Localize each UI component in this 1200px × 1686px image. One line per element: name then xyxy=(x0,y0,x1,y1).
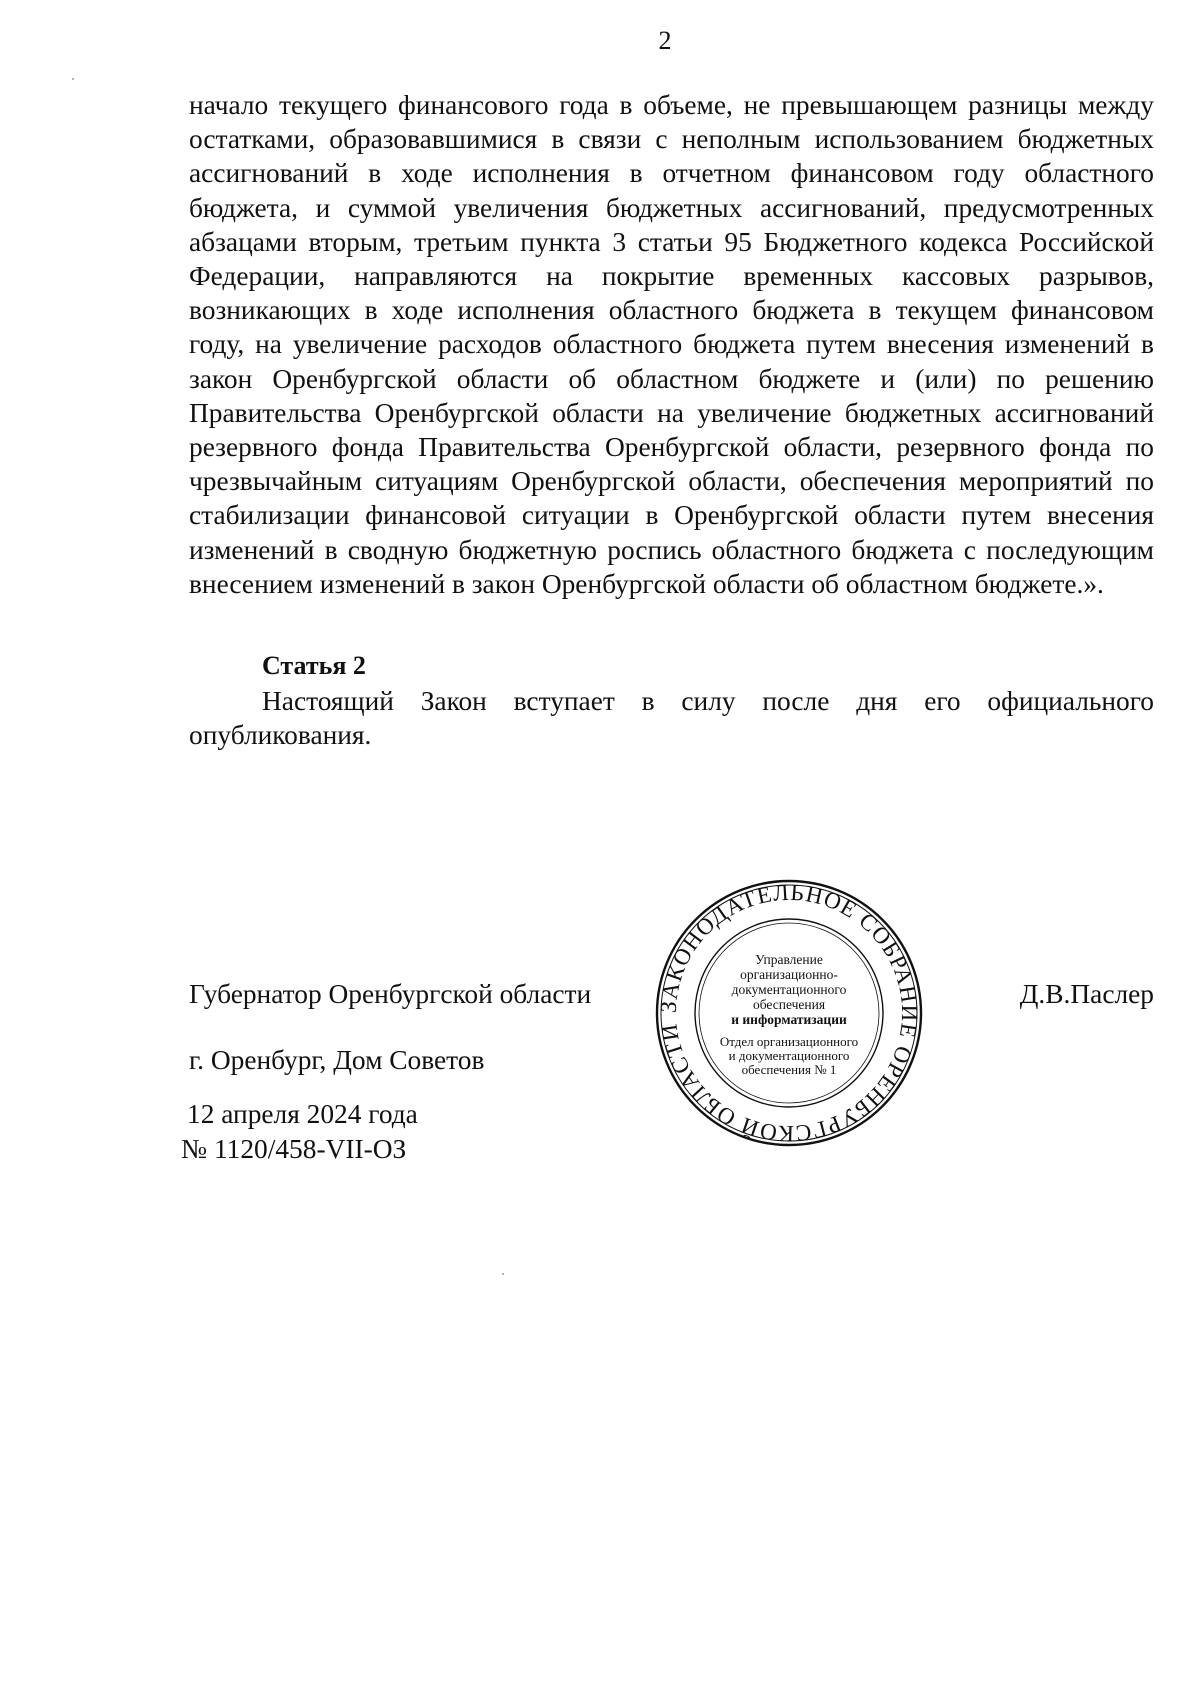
place: г. Оренбург, Дом Советов xyxy=(189,1045,485,1075)
seal-line: Управление xyxy=(755,952,823,967)
signature-name: Д.В.Паслер xyxy=(1019,979,1154,1009)
law-date: 12 апреля 2024 года xyxy=(187,1099,418,1129)
seal-line: обеспечения xyxy=(752,997,826,1012)
law-number: № 1120/458-VII-ОЗ xyxy=(181,1134,407,1164)
law-body-text xyxy=(189,88,1154,601)
seal-line: и документационного xyxy=(728,1048,850,1063)
seal-line: организационно- xyxy=(740,967,838,982)
signature-title: Губернатор Оренбургской области xyxy=(189,979,592,1009)
seal-inner-bottom xyxy=(714,1035,864,1077)
seal-inner-top xyxy=(714,952,864,1027)
seal-inner-text xyxy=(714,938,864,1088)
seal-line: Отдел организационного xyxy=(719,1034,859,1049)
seal-outer-text: ЗАКОНОДАТЕЛЬНОЕ СОБРАНИЕ ОРЕНБУРГСКОЙ ОБЛАСТИ xyxy=(655,879,923,1147)
article-heading: Статья 2 xyxy=(262,651,366,680)
page-number: 2 xyxy=(658,26,672,55)
seal-line: документационного xyxy=(731,982,847,997)
seal-line: обеспечения № 1 xyxy=(741,1062,837,1077)
article-text: Настоящий Закон вступает в силу после дня его официального опубликования. xyxy=(189,686,1154,751)
scan-speck xyxy=(72,78,74,80)
seal-line: и информатизации xyxy=(731,1012,847,1027)
scan-speck xyxy=(502,1273,504,1275)
paragraph-continuation: начало текущего финансового года в объеме, не превышающем разницы между остатками, образовавшимися в связи с неполным использованием бюджетных ассигнований в ходе исполнения в отчетном финансовом году областного бюджета, и суммой увеличения бюджетных ассигнований, предусмотренных абзацами вторым, третьим пункта 3 статьи 95 Бюджетного кодекса Российской Федерации, направляются на покрытие временных кассовых разрывов, возникающих в ходе исполнения областного бюджета в текущем финансовом году, на увеличение расходов областного бюджета путем внесения изменений в закон Оренбургской области об областном бюджете и (или) по решению Правительства Оренбургской области на увеличение бюджетных ассигнований резервного фонда Правительства Оренбургской области, резервного фонда по чрезвычайным ситуациям Оренбургской области, обеспечения мероприятий по стабилизации финансовой ситуации в Оренбургской области путем внесения изменений в сводную бюджетную роспись областного бюджета с последующим внесением изменений в закон Оренбургской области об областном бюджете.». xyxy=(189,90,1154,599)
official-seal xyxy=(652,876,926,1150)
